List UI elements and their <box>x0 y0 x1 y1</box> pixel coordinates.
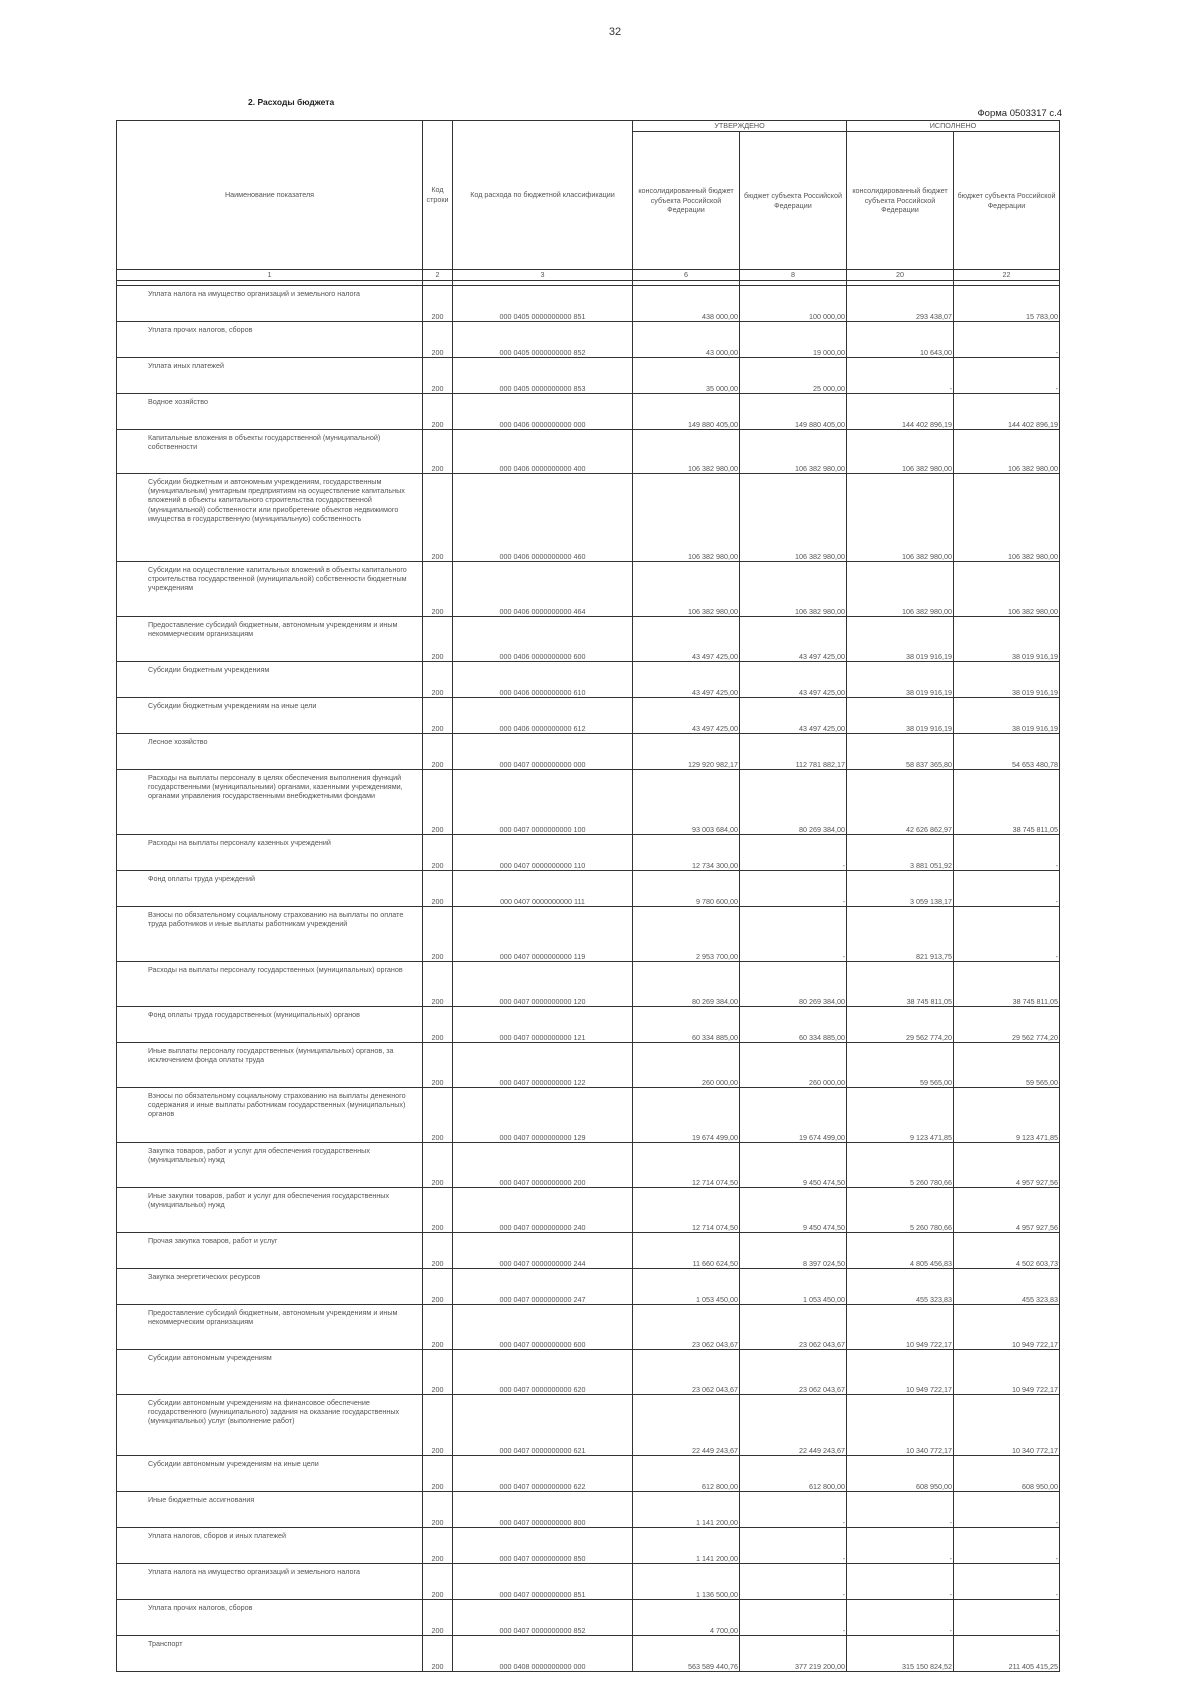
row-approved-consolidated: 9 780 600,00 <box>633 871 740 907</box>
row-line-code: 200 <box>423 1350 453 1395</box>
row-line-code: 200 <box>423 474 453 562</box>
row-executed-consolidated: 5 260 780,66 <box>847 1143 954 1188</box>
row-approved-consolidated: 106 382 980,00 <box>633 562 740 617</box>
row-line-code: 200 <box>423 1143 453 1188</box>
column-number-row <box>117 270 1060 281</box>
row-budget-code: 000 0407 0000000000 600 <box>453 1305 633 1350</box>
column-number: 2 <box>423 270 453 281</box>
row-line-code: 200 <box>423 617 453 662</box>
row-approved-consolidated: 35 000,00 <box>633 358 740 394</box>
column-number: 20 <box>847 270 954 281</box>
row-executed-consolidated: 10 949 722,17 <box>847 1350 954 1395</box>
row-line-code: 200 <box>423 1395 453 1456</box>
table-row <box>117 322 1060 358</box>
row-approved-subject: 9 450 474,50 <box>740 1143 847 1188</box>
row-budget-code: 000 0407 0000000000 120 <box>453 962 633 1007</box>
row-approved-consolidated: 106 382 980,00 <box>633 474 740 562</box>
row-executed-subject: 38 019 916,19 <box>954 662 1060 698</box>
row-executed-consolidated: 9 123 471,85 <box>847 1088 954 1143</box>
row-approved-subject: 22 449 243,67 <box>740 1395 847 1456</box>
row-executed-consolidated: 293 438,07 <box>847 286 954 322</box>
column-number: 3 <box>453 270 633 281</box>
row-name: Субсидии автономным учреждениям на финансовое обеспечение государственного (муниципального) задания на оказание государственных (муниципальных) услуг (выполнение работ) <box>117 1395 423 1456</box>
table-row <box>117 662 1060 698</box>
row-budget-code: 000 0405 0000000000 851 <box>453 286 633 322</box>
row-approved-consolidated: 43 497 425,00 <box>633 698 740 734</box>
row-name: Иные закупки товаров, работ и услуг для обеспечения государственных (муниципальных) нужд <box>117 1188 423 1233</box>
row-executed-consolidated: - <box>847 1528 954 1564</box>
row-line-code: 200 <box>423 394 453 430</box>
row-executed-consolidated: - <box>847 1600 954 1636</box>
table-row <box>117 474 1060 562</box>
row-approved-subject: - <box>740 835 847 871</box>
row-line-code: 200 <box>423 1305 453 1350</box>
row-line-code: 200 <box>423 1088 453 1143</box>
row-budget-code: 000 0406 0000000000 000 <box>453 394 633 430</box>
row-line-code: 200 <box>423 1233 453 1269</box>
row-approved-subject: 377 219 200,00 <box>740 1636 847 1672</box>
row-executed-consolidated: 38 019 916,19 <box>847 617 954 662</box>
header-group-executed: ИСПОЛНЕНО <box>847 121 1060 132</box>
row-executed-subject: - <box>954 907 1060 962</box>
row-approved-subject: 23 062 043,67 <box>740 1350 847 1395</box>
row-budget-code: 000 0406 0000000000 600 <box>453 617 633 662</box>
row-budget-code: 000 0407 0000000000 110 <box>453 835 633 871</box>
row-budget-code: 000 0406 0000000000 460 <box>453 474 633 562</box>
row-approved-consolidated: 438 000,00 <box>633 286 740 322</box>
row-line-code: 200 <box>423 1492 453 1528</box>
row-approved-consolidated: 563 589 440,76 <box>633 1636 740 1672</box>
row-approved-consolidated: 106 382 980,00 <box>633 430 740 474</box>
row-budget-code: 000 0407 0000000000 851 <box>453 1564 633 1600</box>
table-row <box>117 358 1060 394</box>
row-executed-consolidated: - <box>847 1564 954 1600</box>
row-approved-subject: 25 000,00 <box>740 358 847 394</box>
table-row <box>117 1188 1060 1233</box>
row-budget-code: 000 0408 0000000000 000 <box>453 1636 633 1672</box>
column-number: 8 <box>740 270 847 281</box>
row-approved-subject: 23 062 043,67 <box>740 1305 847 1350</box>
row-executed-subject: 38 745 811,05 <box>954 962 1060 1007</box>
row-executed-consolidated: 106 382 980,00 <box>847 562 954 617</box>
row-executed-subject: - <box>954 358 1060 394</box>
table-row <box>117 430 1060 474</box>
header-group-approved: УТВЕРЖДЕНО <box>633 121 847 132</box>
row-approved-subject: 43 497 425,00 <box>740 662 847 698</box>
header-line-code: Код строки <box>423 121 453 270</box>
header-budget-code: Код расхода по бюджетной классификации <box>453 121 633 270</box>
form-label: Форма 0503317 с.4 <box>977 108 1062 119</box>
row-line-code: 200 <box>423 1528 453 1564</box>
row-line-code: 200 <box>423 1043 453 1088</box>
row-approved-consolidated: 612 800,00 <box>633 1456 740 1492</box>
row-name: Закупка энергетических ресурсов <box>117 1269 423 1305</box>
row-approved-consolidated: 129 920 982,17 <box>633 734 740 770</box>
row-executed-consolidated: 42 626 862,97 <box>847 770 954 835</box>
row-approved-consolidated: 12 734 300,00 <box>633 835 740 871</box>
row-approved-subject: - <box>740 907 847 962</box>
row-approved-consolidated: 80 269 384,00 <box>633 962 740 1007</box>
table-row <box>117 1564 1060 1600</box>
table-row <box>117 871 1060 907</box>
row-executed-consolidated: - <box>847 1492 954 1528</box>
row-name: Субсидии автономным учреждениям на иные цели <box>117 1456 423 1492</box>
row-executed-consolidated: 455 323,83 <box>847 1269 954 1305</box>
table-row <box>117 1305 1060 1350</box>
column-number: 22 <box>954 270 1060 281</box>
table-row <box>117 562 1060 617</box>
row-approved-subject: 43 497 425,00 <box>740 698 847 734</box>
row-executed-consolidated: 29 562 774,20 <box>847 1007 954 1043</box>
row-approved-subject: 43 497 425,00 <box>740 617 847 662</box>
row-budget-code: 000 0407 0000000000 620 <box>453 1350 633 1395</box>
row-executed-subject: 38 019 916,19 <box>954 617 1060 662</box>
row-executed-subject: 106 382 980,00 <box>954 562 1060 617</box>
row-executed-consolidated: 106 382 980,00 <box>847 474 954 562</box>
row-approved-consolidated: 93 003 684,00 <box>633 770 740 835</box>
row-approved-subject: 8 397 024,50 <box>740 1233 847 1269</box>
row-executed-subject: 4 957 927,56 <box>954 1188 1060 1233</box>
row-approved-consolidated: 12 714 074,50 <box>633 1143 740 1188</box>
row-line-code: 200 <box>423 1007 453 1043</box>
row-approved-consolidated: 22 449 243,67 <box>633 1395 740 1456</box>
row-budget-code: 000 0407 0000000000 000 <box>453 734 633 770</box>
table-row <box>117 835 1060 871</box>
row-line-code: 200 <box>423 770 453 835</box>
table-row <box>117 1088 1060 1143</box>
row-approved-subject: - <box>740 1528 847 1564</box>
row-name: Закупка товаров, работ и услуг для обеспечения государственных (муниципальных) нужд <box>117 1143 423 1188</box>
row-executed-consolidated: 608 950,00 <box>847 1456 954 1492</box>
row-executed-consolidated: 38 019 916,19 <box>847 662 954 698</box>
row-line-code: 200 <box>423 734 453 770</box>
row-name: Субсидии бюджетным и автономным учреждениям, государственным (муниципальным) унитарным предприятиям на осуществление капитальных вложений в объекты капитального строительства государственной (муниципальной) собственности или приобретение объектов недвижимого имущества в государственную (муниципальную) собственность <box>117 474 423 562</box>
table-row <box>117 1600 1060 1636</box>
table-row <box>117 1233 1060 1269</box>
row-approved-consolidated: 11 660 624,50 <box>633 1233 740 1269</box>
row-name: Уплата иных платежей <box>117 358 423 394</box>
header-executed-subject: бюджет субъекта Российской Федерации <box>954 132 1060 270</box>
row-budget-code: 000 0407 0000000000 622 <box>453 1456 633 1492</box>
row-name: Иные бюджетные ассигнования <box>117 1492 423 1528</box>
row-line-code: 200 <box>423 1636 453 1672</box>
row-executed-subject: 54 653 480,78 <box>954 734 1060 770</box>
row-executed-subject: 144 402 896,19 <box>954 394 1060 430</box>
row-approved-subject: 9 450 474,50 <box>740 1188 847 1233</box>
row-name: Капитальные вложения в объекты государственной (муниципальной) собственности <box>117 430 423 474</box>
column-number: 6 <box>633 270 740 281</box>
row-name: Уплата прочих налогов, сборов <box>117 322 423 358</box>
row-approved-consolidated: 43 497 425,00 <box>633 662 740 698</box>
row-executed-consolidated: 821 913,75 <box>847 907 954 962</box>
header-name: Наименование показателя <box>117 121 423 270</box>
row-approved-consolidated: 1 141 200,00 <box>633 1528 740 1564</box>
row-name: Субсидии бюджетным учреждениям <box>117 662 423 698</box>
row-executed-subject: - <box>954 322 1060 358</box>
table-row <box>117 1492 1060 1528</box>
table-row <box>117 1143 1060 1188</box>
row-approved-subject: - <box>740 1492 847 1528</box>
row-approved-subject: 106 382 980,00 <box>740 474 847 562</box>
row-name: Субсидии бюджетным учреждениям на иные цели <box>117 698 423 734</box>
row-executed-consolidated: 3 059 138,17 <box>847 871 954 907</box>
table-row <box>117 1395 1060 1456</box>
row-executed-subject: 10 949 722,17 <box>954 1350 1060 1395</box>
table-row <box>117 1636 1060 1672</box>
table-row <box>117 962 1060 1007</box>
row-approved-consolidated: 2 953 700,00 <box>633 907 740 962</box>
row-executed-subject: 106 382 980,00 <box>954 430 1060 474</box>
row-budget-code: 000 0407 0000000000 240 <box>453 1188 633 1233</box>
row-approved-consolidated: 1 141 200,00 <box>633 1492 740 1528</box>
row-name: Предоставление субсидий бюджетным, автономным учреждениям и иным некоммерческим организациям <box>117 617 423 662</box>
row-approved-subject: 612 800,00 <box>740 1456 847 1492</box>
row-name: Взносы по обязательному социальному страхованию на выплаты по оплате труда работников и иные выплаты работникам учреждений <box>117 907 423 962</box>
header-group-row <box>117 121 1060 132</box>
row-executed-consolidated: 10 643,00 <box>847 322 954 358</box>
row-approved-consolidated: 260 000,00 <box>633 1043 740 1088</box>
row-executed-subject: 211 405 415,25 <box>954 1636 1060 1672</box>
row-name: Фонд оплаты труда государственных (муниципальных) органов <box>117 1007 423 1043</box>
row-approved-subject: 19 674 499,00 <box>740 1088 847 1143</box>
row-budget-code: 000 0405 0000000000 852 <box>453 322 633 358</box>
table-row <box>117 698 1060 734</box>
row-budget-code: 000 0407 0000000000 850 <box>453 1528 633 1564</box>
row-line-code: 200 <box>423 1188 453 1233</box>
row-executed-subject: - <box>954 1492 1060 1528</box>
row-approved-subject: 60 334 885,00 <box>740 1007 847 1043</box>
table-row <box>117 770 1060 835</box>
row-name: Иные выплаты персоналу государственных (муниципальных) органов, за исключением фонда оплаты труда <box>117 1043 423 1088</box>
table-row <box>117 734 1060 770</box>
row-line-code: 200 <box>423 698 453 734</box>
row-approved-subject: 112 781 882,17 <box>740 734 847 770</box>
row-approved-consolidated: 43 497 425,00 <box>633 617 740 662</box>
row-executed-consolidated: - <box>847 358 954 394</box>
row-budget-code: 000 0407 0000000000 119 <box>453 907 633 962</box>
row-approved-subject: 106 382 980,00 <box>740 562 847 617</box>
row-name: Лесное хозяйство <box>117 734 423 770</box>
row-budget-code: 000 0407 0000000000 621 <box>453 1395 633 1456</box>
row-budget-code: 000 0407 0000000000 852 <box>453 1600 633 1636</box>
row-executed-consolidated: 10 340 772,17 <box>847 1395 954 1456</box>
row-approved-subject: 80 269 384,00 <box>740 962 847 1007</box>
column-number: 1 <box>117 270 423 281</box>
row-executed-subject: - <box>954 1600 1060 1636</box>
row-approved-consolidated: 60 334 885,00 <box>633 1007 740 1043</box>
row-executed-consolidated: 38 745 811,05 <box>847 962 954 1007</box>
table-row <box>117 907 1060 962</box>
table-row <box>117 1269 1060 1305</box>
row-approved-consolidated: 149 880 405,00 <box>633 394 740 430</box>
row-executed-subject: - <box>954 1528 1060 1564</box>
row-name: Расходы на выплаты персоналу в целях обеспечения выполнения функций государственными (муниципальными) органами, казенными учреждениями, органами управления государственными внебюджетными фондами <box>117 770 423 835</box>
row-name: Субсидии на осуществление капитальных вложений в объекты капитального строительства государственной (муниципальной) собственности бюджетным учреждениям <box>117 562 423 617</box>
header-executed-consolidated: консолидированный бюджет субъекта Российской Федерации <box>847 132 954 270</box>
page-number: 32 <box>608 26 622 38</box>
table-row <box>117 1350 1060 1395</box>
row-executed-subject: 10 340 772,17 <box>954 1395 1060 1456</box>
row-line-code: 200 <box>423 871 453 907</box>
row-name: Уплата налога на имущество организаций и земельного налога <box>117 286 423 322</box>
row-approved-consolidated: 4 700,00 <box>633 1600 740 1636</box>
table-row <box>117 1456 1060 1492</box>
table-row <box>117 617 1060 662</box>
row-name: Транспорт <box>117 1636 423 1672</box>
row-executed-consolidated: 3 881 051,92 <box>847 835 954 871</box>
row-line-code: 200 <box>423 1600 453 1636</box>
row-approved-consolidated: 1 053 450,00 <box>633 1269 740 1305</box>
row-budget-code: 000 0407 0000000000 800 <box>453 1492 633 1528</box>
table-row <box>117 1528 1060 1564</box>
header-approved-subject: бюджет субъекта Российской Федерации <box>740 132 847 270</box>
row-approved-consolidated: 23 062 043,67 <box>633 1350 740 1395</box>
row-executed-consolidated: 10 949 722,17 <box>847 1305 954 1350</box>
row-name: Водное хозяйство <box>117 394 423 430</box>
row-approved-consolidated: 23 062 043,67 <box>633 1305 740 1350</box>
row-line-code: 200 <box>423 662 453 698</box>
row-executed-consolidated: 315 150 824,52 <box>847 1636 954 1672</box>
row-line-code: 200 <box>423 430 453 474</box>
row-line-code: 200 <box>423 322 453 358</box>
row-executed-subject: 455 323,83 <box>954 1269 1060 1305</box>
row-approved-subject: 19 000,00 <box>740 322 847 358</box>
row-executed-consolidated: 4 805 456,83 <box>847 1233 954 1269</box>
row-approved-consolidated: 1 136 500,00 <box>633 1564 740 1600</box>
row-budget-code: 000 0407 0000000000 111 <box>453 871 633 907</box>
row-line-code: 200 <box>423 1456 453 1492</box>
row-executed-subject: 10 949 722,17 <box>954 1305 1060 1350</box>
row-executed-subject: 38 019 916,19 <box>954 698 1060 734</box>
row-budget-code: 000 0406 0000000000 400 <box>453 430 633 474</box>
row-approved-consolidated: 19 674 499,00 <box>633 1088 740 1143</box>
row-name: Прочая закупка товаров, работ и услуг <box>117 1233 423 1269</box>
table-row <box>117 1007 1060 1043</box>
row-approved-subject: 100 000,00 <box>740 286 847 322</box>
table-row <box>117 394 1060 430</box>
row-executed-subject: - <box>954 1564 1060 1600</box>
row-budget-code: 000 0406 0000000000 464 <box>453 562 633 617</box>
row-name: Уплата налога на имущество организаций и земельного налога <box>117 1564 423 1600</box>
row-name: Уплата налогов, сборов и иных платежей <box>117 1528 423 1564</box>
row-line-code: 200 <box>423 562 453 617</box>
table-row <box>117 1043 1060 1088</box>
row-name: Расходы на выплаты персоналу государственных (муниципальных) органов <box>117 962 423 1007</box>
row-approved-consolidated: 12 714 074,50 <box>633 1188 740 1233</box>
row-executed-consolidated: 106 382 980,00 <box>847 430 954 474</box>
row-approved-subject: - <box>740 1600 847 1636</box>
row-line-code: 200 <box>423 286 453 322</box>
expenses-table <box>116 120 1060 1672</box>
row-approved-subject: 1 053 450,00 <box>740 1269 847 1305</box>
row-name: Предоставление субсидий бюджетным, автономным учреждениям и иным некоммерческим организациям <box>117 1305 423 1350</box>
row-name: Расходы на выплаты персоналу казенных учреждений <box>117 835 423 871</box>
row-name: Субсидии автономным учреждениям <box>117 1350 423 1395</box>
row-executed-subject: 38 745 811,05 <box>954 770 1060 835</box>
row-executed-subject: - <box>954 871 1060 907</box>
row-budget-code: 000 0407 0000000000 121 <box>453 1007 633 1043</box>
row-budget-code: 000 0407 0000000000 247 <box>453 1269 633 1305</box>
row-executed-subject: 15 783,00 <box>954 286 1060 322</box>
table-row <box>117 286 1060 322</box>
row-budget-code: 000 0406 0000000000 610 <box>453 662 633 698</box>
row-name: Уплата прочих налогов, сборов <box>117 1600 423 1636</box>
row-approved-subject: 80 269 384,00 <box>740 770 847 835</box>
row-name: Фонд оплаты труда учреждений <box>117 871 423 907</box>
row-budget-code: 000 0407 0000000000 129 <box>453 1088 633 1143</box>
row-budget-code: 000 0405 0000000000 853 <box>453 358 633 394</box>
row-budget-code: 000 0407 0000000000 100 <box>453 770 633 835</box>
row-budget-code: 000 0407 0000000000 200 <box>453 1143 633 1188</box>
row-approved-consolidated: 43 000,00 <box>633 322 740 358</box>
row-budget-code: 000 0406 0000000000 612 <box>453 698 633 734</box>
header-approved-consolidated: консолидированный бюджет субъекта Российской Федерации <box>633 132 740 270</box>
row-executed-consolidated: 58 837 365,80 <box>847 734 954 770</box>
row-executed-consolidated: 59 565,00 <box>847 1043 954 1088</box>
row-executed-consolidated: 38 019 916,19 <box>847 698 954 734</box>
row-executed-subject: 59 565,00 <box>954 1043 1060 1088</box>
row-budget-code: 000 0407 0000000000 122 <box>453 1043 633 1088</box>
row-name: Взносы по обязательному социальному страхованию на выплаты денежного содержания и иные выплаты работникам государственных (муниципальных) органов <box>117 1088 423 1143</box>
row-executed-subject: 608 950,00 <box>954 1456 1060 1492</box>
row-executed-consolidated: 5 260 780,66 <box>847 1188 954 1233</box>
row-executed-consolidated: 144 402 896,19 <box>847 394 954 430</box>
row-approved-subject: 260 000,00 <box>740 1043 847 1088</box>
row-executed-subject: 106 382 980,00 <box>954 474 1060 562</box>
row-line-code: 200 <box>423 835 453 871</box>
section-title: 2. Расходы бюджета <box>248 97 335 107</box>
row-line-code: 200 <box>423 1564 453 1600</box>
row-executed-subject: - <box>954 835 1060 871</box>
row-approved-subject: 149 880 405,00 <box>740 394 847 430</box>
row-approved-subject: - <box>740 1564 847 1600</box>
row-executed-subject: 4 502 603,73 <box>954 1233 1060 1269</box>
row-approved-subject: - <box>740 871 847 907</box>
row-executed-subject: 29 562 774,20 <box>954 1007 1060 1043</box>
row-line-code: 200 <box>423 962 453 1007</box>
row-line-code: 200 <box>423 1269 453 1305</box>
row-budget-code: 000 0407 0000000000 244 <box>453 1233 633 1269</box>
row-executed-subject: 4 957 927,56 <box>954 1143 1060 1188</box>
row-line-code: 200 <box>423 358 453 394</box>
row-executed-subject: 9 123 471,85 <box>954 1088 1060 1143</box>
row-line-code: 200 <box>423 907 453 962</box>
row-approved-subject: 106 382 980,00 <box>740 430 847 474</box>
